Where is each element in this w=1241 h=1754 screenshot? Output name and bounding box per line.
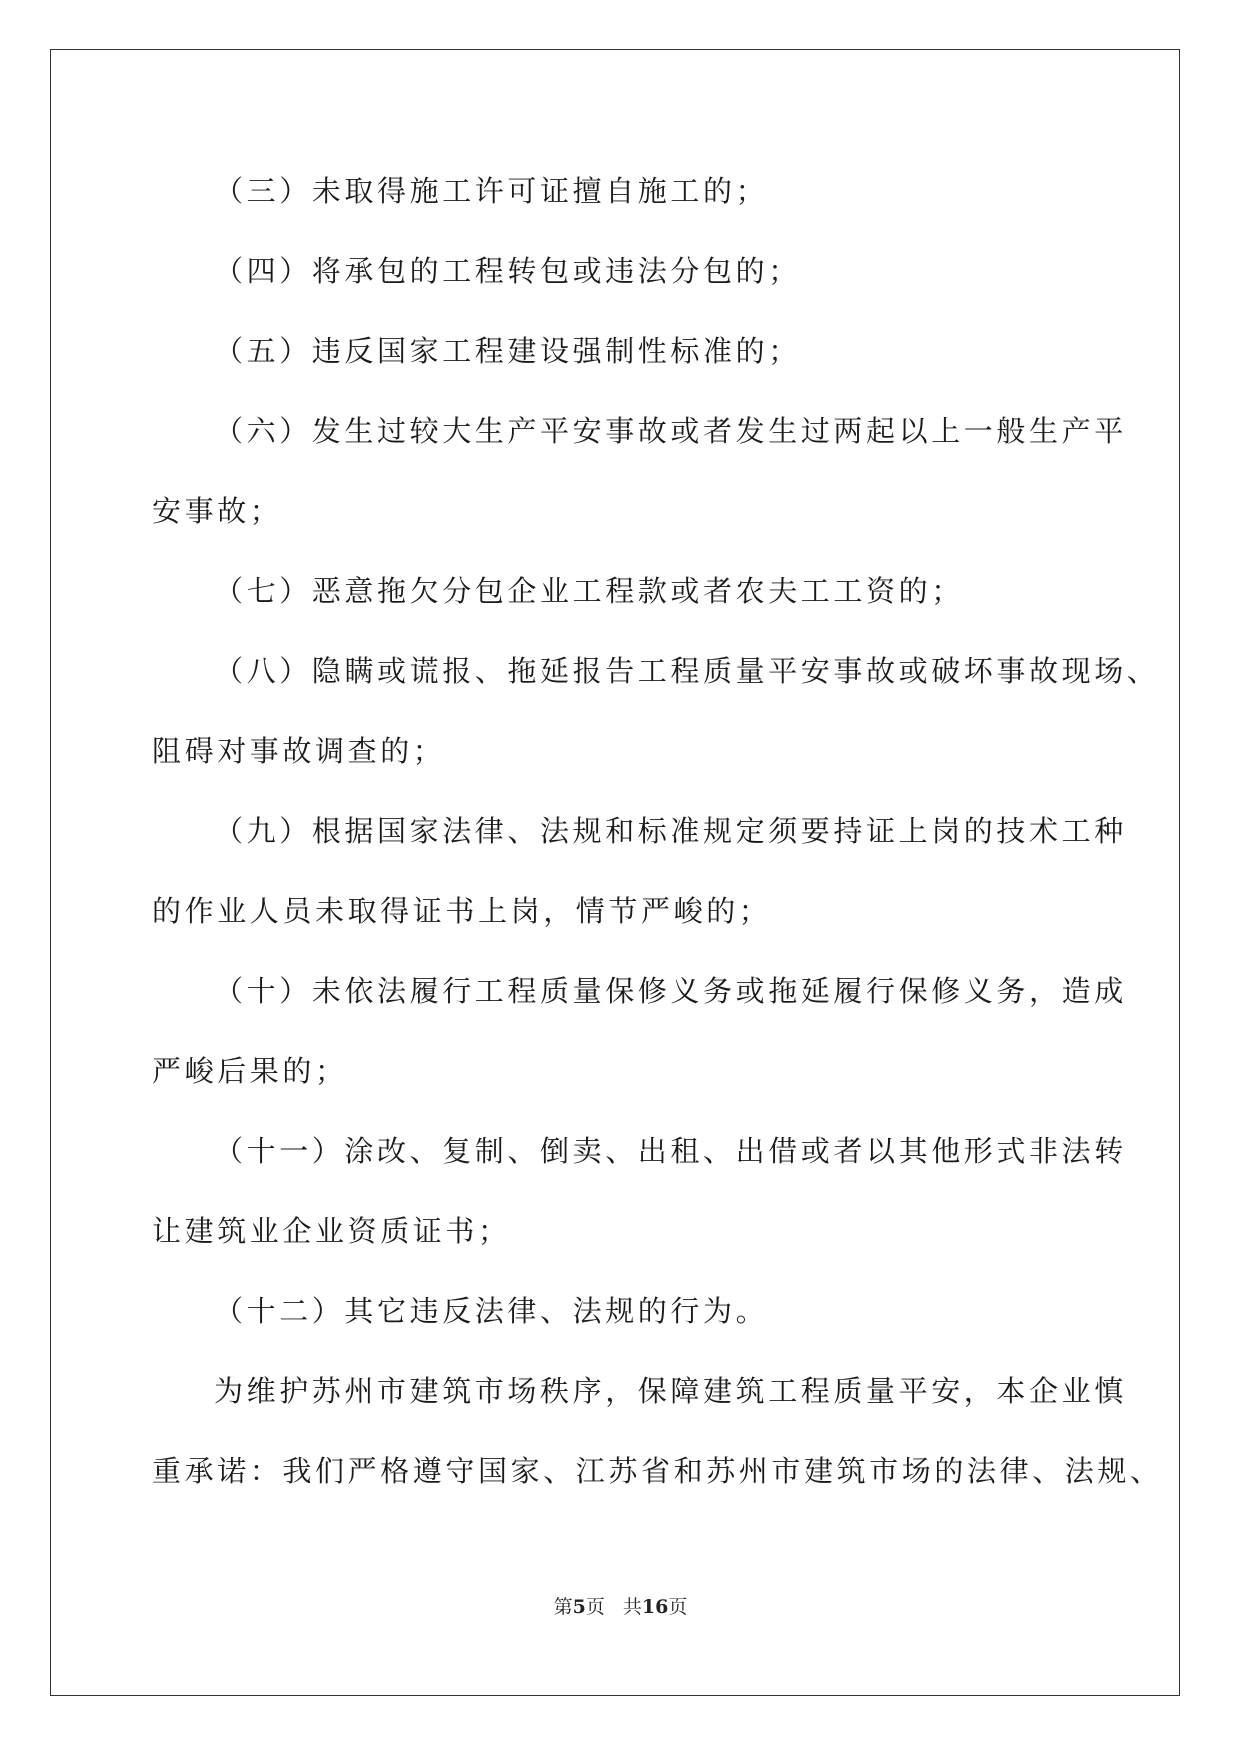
footer-total-suffix: 页 xyxy=(668,1596,688,1618)
text-line: 安事故； xyxy=(152,494,283,528)
current-page-number: 5 xyxy=(572,1596,586,1618)
text-line: （十）未依法履行工程质量保修义务或拖延履行保修义务，造成 xyxy=(214,974,1127,1008)
footer-page-suffix: 页 xyxy=(585,1596,605,1618)
text-line: 的作业人员未取得证书上岗，情节严峻的； xyxy=(152,894,772,928)
footer-total-prefix: 共 xyxy=(622,1596,642,1618)
text-line: 阻碍对事故调查的； xyxy=(152,734,446,768)
text-line: （四）将承包的工程转包或违法分包的； xyxy=(214,254,801,288)
text-line: 为维护苏州市建筑市场秩序，保障建筑工程质量平安，本企业慎 xyxy=(214,1374,1127,1408)
text-line: （六）发生过较大生产平安事故或者发生过两起以上一般生产平 xyxy=(214,414,1127,448)
text-line: （七）恶意拖欠分包企业工程款或者农夫工工资的； xyxy=(214,574,964,608)
page-footer xyxy=(0,1592,1241,1619)
text-line: 让建筑业企业资质证书； xyxy=(152,1214,511,1248)
footer-page-prefix: 第 xyxy=(553,1596,573,1618)
text-line: （十一）涂改、复制、倒卖、出租、出借或者以其他形式非法转 xyxy=(214,1134,1127,1168)
document-body xyxy=(152,162,1163,1522)
text-line: 重承诺：我们严格遵守国家、江苏省和苏州市建筑市场的法律、法规、 xyxy=(152,1454,1163,1488)
text-line: （五）违反国家工程建设强制性标准的； xyxy=(214,334,801,368)
total-page-count: 16 xyxy=(641,1596,669,1618)
text-line: （三）未取得施工许可证擅自施工的； xyxy=(214,174,769,208)
text-line: （九）根据国家法律、法规和标准规定须要持证上岗的技术工种 xyxy=(214,814,1127,848)
text-line: 严峻后果的； xyxy=(152,1054,348,1088)
text-line: （十二）其它违反法律、法规的行为。 xyxy=(214,1294,769,1328)
text-line: （八）隐瞒或谎报、拖延报告工程质量平安事故或破坏事故现场、 xyxy=(214,654,1160,688)
